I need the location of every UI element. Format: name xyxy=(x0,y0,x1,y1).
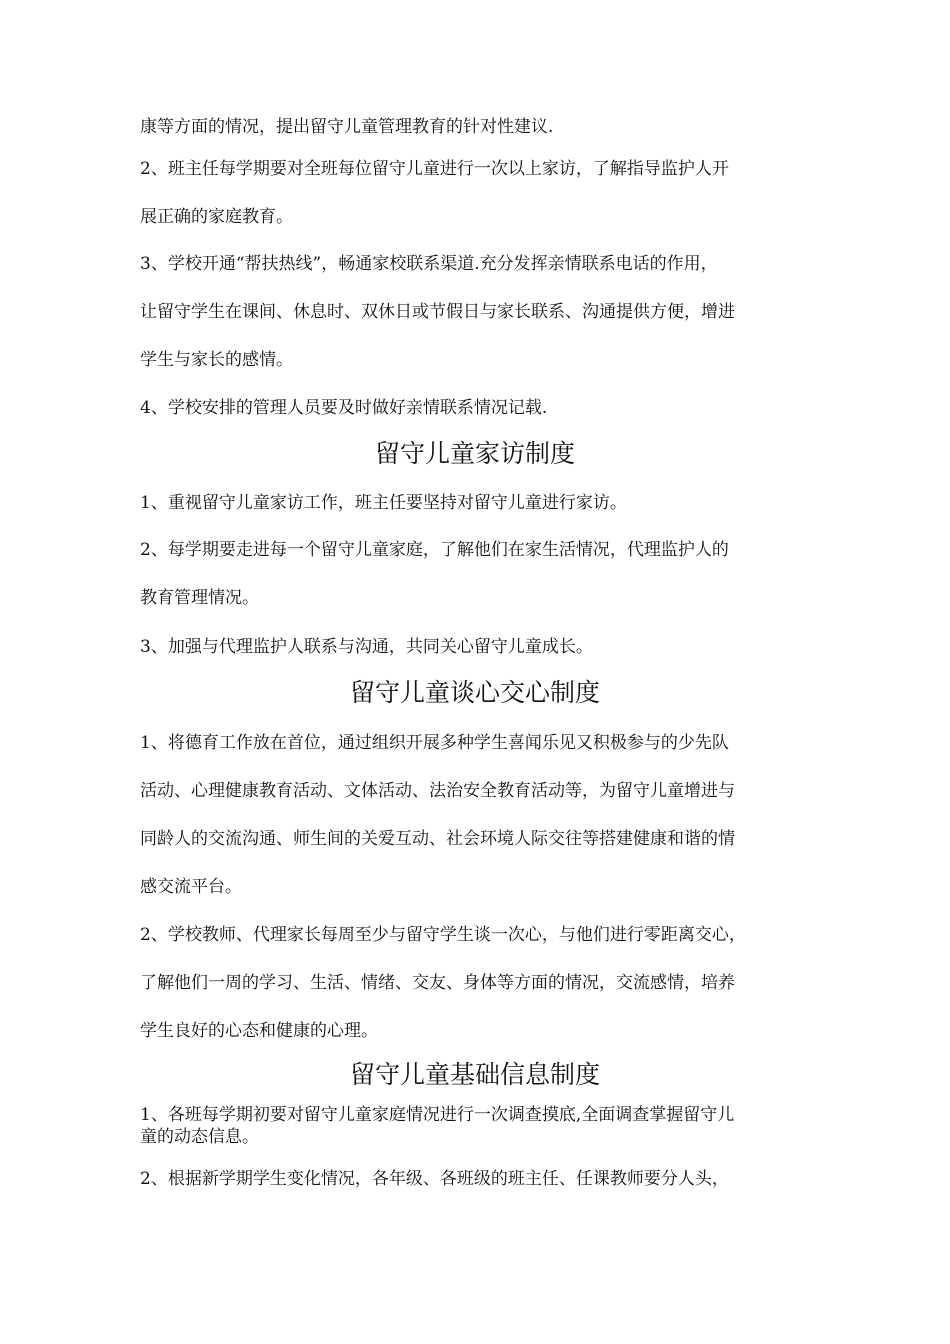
text-line: 2、根据新学期学生变化情况，各年级、各班级的班主任、任课教师要分人头， xyxy=(140,1169,729,1189)
text-line: 1、将德育工作放在首位，通过组织开展多种学生喜闻乐见又积极参与的少先队 xyxy=(140,733,729,753)
paragraph xyxy=(140,719,815,911)
text-line: 康等方面的情况，提出留守儿童管理教育的针对性建议. xyxy=(140,117,554,137)
section-title: 留守儿童家访制度 xyxy=(374,439,575,468)
text-line: 了解他们一周的学习、生活、情绪、交友、身体等方面的情况，交流感情，培养 xyxy=(140,973,735,993)
text-line: 学生与家长的感情。 xyxy=(140,350,293,370)
text-line: 1、各班每学期初要对留守儿童家庭情况进行一次调查摸底,全面调查掌握留守儿 xyxy=(140,1105,735,1125)
text-line: 童的动态信息。 xyxy=(140,1127,259,1147)
text-line: 4、学校安排的管理人员要及时做好亲情联系情况记载. xyxy=(140,398,548,418)
paragraph xyxy=(140,103,815,151)
paragraph xyxy=(140,526,815,622)
paragraph xyxy=(140,479,815,527)
text-line: 感交流平台。 xyxy=(140,877,242,897)
text-line: 教育管理情况。 xyxy=(140,588,259,608)
paragraph xyxy=(140,1155,815,1203)
text-line: 展正确的家庭教育。 xyxy=(140,207,293,227)
text-line: 学生良好的心态和健康的心理。 xyxy=(140,1021,378,1041)
paragraph xyxy=(140,1104,815,1148)
paragraph xyxy=(140,240,815,384)
text-line: 3、学校开通“帮扶热线”，畅通家校联系渠道.充分发挥亲情联系电话的作用， xyxy=(140,254,718,274)
text-line: 2、班主任每学期要对全班每位留守儿童进行一次以上家访，了解指导监护人开 xyxy=(140,159,729,179)
paragraph xyxy=(140,911,815,1055)
text-line: 3、加强与代理监护人联系与沟通，共同关心留守儿童成长。 xyxy=(140,637,593,657)
text-line: 同龄人的交流沟通、师生间的关爱互动、社会环境人际交往等搭建健康和谐的情 xyxy=(140,829,735,849)
section-title: 留守儿童基础信息制度 xyxy=(349,1060,600,1089)
text-line: 1、重视留守儿童家访工作，班主任要坚持对留守儿童进行家访。 xyxy=(140,493,627,513)
paragraph xyxy=(140,145,815,241)
text-line: 2、学校教师、代理家长每周至少与留守学生谈一次心，与他们进行零距离交心， xyxy=(140,925,746,945)
text-line: 让留守学生在课间、休息时、双休日或节假日与家长联系、沟通提供方便，增进 xyxy=(140,302,735,322)
text-line: 2、每学期要走进每一个留守儿童家庭，了解他们在家生活情况，代理监护人的 xyxy=(140,540,729,560)
section-title: 留守儿童谈心交心制度 xyxy=(349,678,600,707)
paragraph xyxy=(140,384,815,432)
text-line: 活动、心理健康教育活动、文体活动、法治安全教育活动等，为留守儿童增进与 xyxy=(140,781,735,801)
paragraph xyxy=(140,623,815,671)
